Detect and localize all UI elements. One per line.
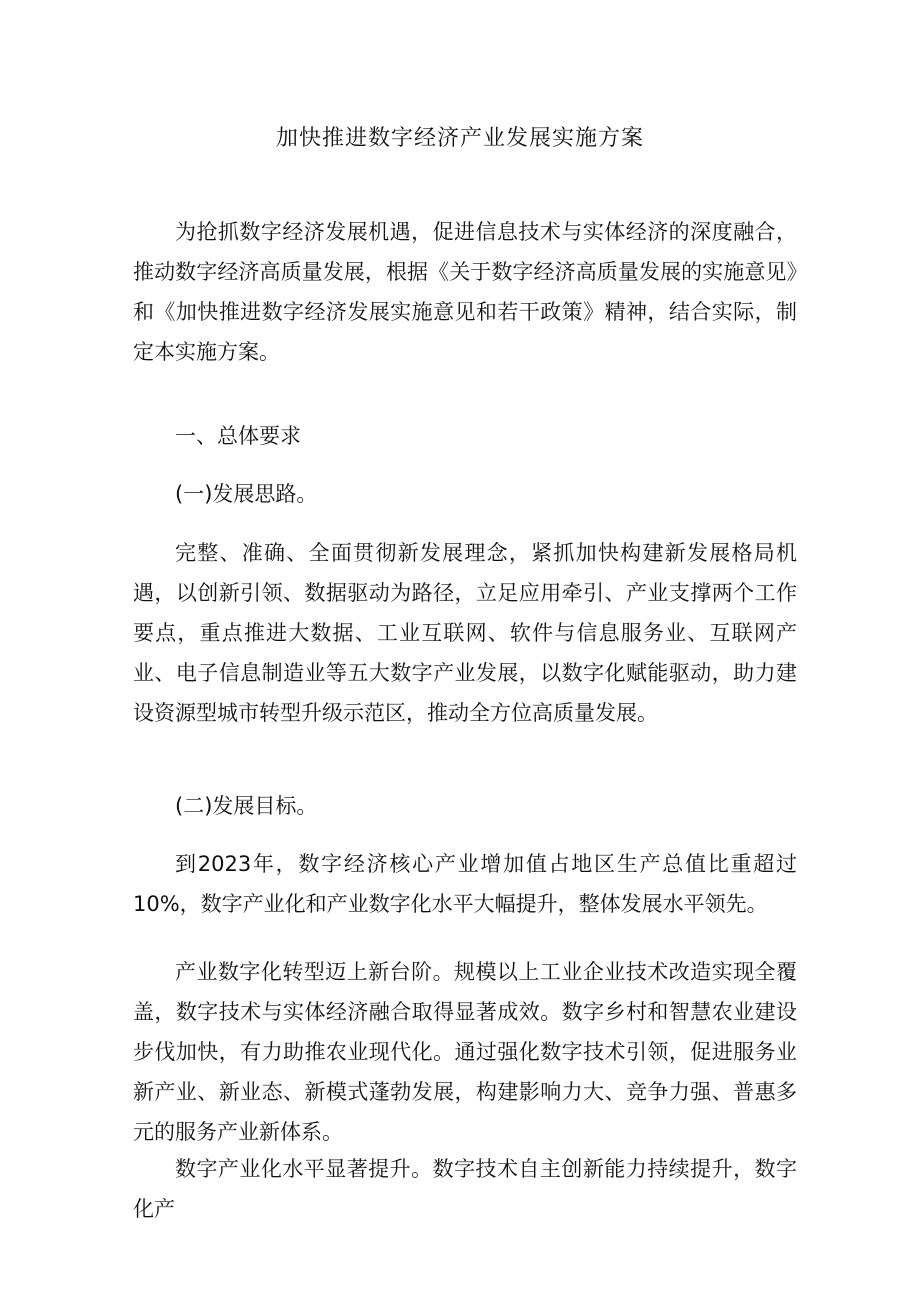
section-heading-overall-requirements: 一、总体要求: [175, 424, 301, 448]
digital-industrialization-paragraph: 数字产业化水平显著提升。数字技术自主创新能力持续提升，数字化产: [133, 1157, 797, 1221]
subsection-heading-development-goals: (二)发展目标。: [175, 794, 318, 818]
goal-paragraph: 到2023年，数字经济核心产业增加值占地区生产总值比重超过10%，数字产业化和产业数字化水平大幅提升，整体发展水平领先。: [133, 852, 797, 916]
document-title: 加快推进数字经济产业发展实施方案: [275, 126, 644, 151]
development-approach-paragraph: 完整、准确、全面贯彻新发展理念，紧抓加快构建新发展格局机遇，以创新引领、数据驱动为路径，立足应用牵引、产业支撑两个工作要点，重点推进大数据、工业互联网、软件与信息服务业、互联网产业、电子信息制造业等五大数字产业发展，以数字化赋能驱动，助力建设资源型城市转型升级示范区，推动全方位高质量发展。: [133, 541, 797, 725]
subsection-heading-development-approach: (一)发展思路。: [175, 482, 318, 506]
intro-paragraph: 为抢抓数字经济发展机遇，促进信息技术与实体经济的深度融合，推动数字经济高质量发展，根据《关于数字经济高质量发展的实施意见》和《加快推进数字经济发展实施意见和若干政策》精神，结合实际，制定本实施方案。: [133, 220, 797, 364]
industrial-digitalization-paragraph: 产业数字化转型迈上新台阶。规模以上工业企业技术改造实现全覆盖，数字技术与实体经济融合取得显著成效。数字乡村和智慧农业建设步伐加快，有力助推农业现代化。通过强化数字技术引领，促进服务业新产业、新业态、新模式蓬勃发展，构建影响力大、竞争力强、普惠多元的服务产业新体系。: [133, 960, 797, 1144]
